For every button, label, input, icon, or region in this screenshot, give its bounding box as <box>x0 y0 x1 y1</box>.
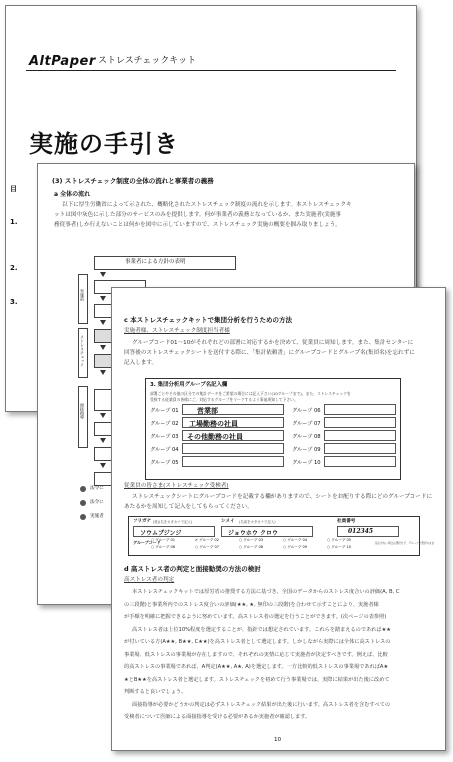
flow-side-bar <box>78 274 88 324</box>
paragraph-line: 以下に厚生労働省によって示された、概略化されたストレスチェック制度の流れを示します。本ストレスチェックキ <box>62 202 352 208</box>
flow-side-label: ストレスチェック <box>80 335 85 367</box>
group-name-form <box>145 378 401 480</box>
paragraph-line: ストレスチェックシートにグループコードを記載する欄がありますので、シートをお配りする際にどのグループコードに <box>132 494 433 500</box>
group-label: グループ 01 <box>150 408 179 414</box>
group-name-field[interactable] <box>324 404 396 415</box>
group-code-option[interactable]: ○ グループ 10 <box>327 545 352 549</box>
logo-subtitle: ストレスチェックキット <box>98 56 197 66</box>
field-label: シメイ <box>221 519 235 524</box>
group-name-value: 工場勤務の社員 <box>189 419 238 428</box>
name-field[interactable] <box>221 526 313 537</box>
group-name-field[interactable] <box>324 417 396 428</box>
group-name-field[interactable] <box>182 456 284 467</box>
group-label: グループ 10 <box>292 460 321 466</box>
kana-field[interactable] <box>133 526 215 537</box>
form-title: 3. 集団分析用グループ名記入欄 <box>150 382 228 388</box>
group-label: グループ 08 <box>292 434 321 440</box>
subsection-heading: 高ストレス者の判定 <box>124 577 175 583</box>
group-label: グループ 03 <box>150 434 179 440</box>
legend-dot <box>80 486 86 492</box>
paragraph-line: 務従事者)しか行えないことは何かを図中に示していますので、ストレスチェック実施の概要を掴み取りましょう。 <box>54 222 341 228</box>
paragraph-line: 本ストレスチェックキットでは厚労省の推奨する方法に基づき、全国のデータからのストレス度合いの評価(A, B, C <box>132 589 400 595</box>
legend-text: 法令に <box>90 500 104 505</box>
kana-value: ソウムブジンジ <box>140 530 182 537</box>
group-name-value: 営業部 <box>197 406 218 415</box>
group-label: グループ 02 <box>150 421 179 427</box>
paragraph-line: ★とB★★を高ストレス者と選定します。ストレスチェックを初めて行う事業場では、実際に結果が出た後に改めて <box>124 676 390 683</box>
group-code-option[interactable]: ○ グループ 06 <box>151 545 176 549</box>
group-code-option[interactable]: ○ グループ 07 <box>195 545 220 549</box>
flow-arrow <box>100 413 106 418</box>
group-code-option[interactable]: ✔ グループ 02 <box>195 538 219 542</box>
legend-text: 法令に <box>90 486 104 491</box>
subsection-heading: a 全体の流れ <box>54 191 91 198</box>
group-code-option[interactable]: ○ グループ 09 <box>283 545 308 549</box>
employee-id-field[interactable] <box>337 526 399 537</box>
flow-arrow <box>100 463 106 468</box>
toc-fragment: 2. <box>10 264 18 272</box>
flow-side-bar <box>78 386 88 448</box>
field-label: グループコード <box>133 540 161 545</box>
flow-arrow <box>100 320 106 325</box>
paragraph-line: グループコード01～10がそれぞれどの部署に対応するかを決めて、従業員に周知します。また、集計センターに <box>132 340 414 346</box>
legend-text: 実施者 <box>90 514 104 519</box>
legend-dot <box>80 500 86 506</box>
flow-arrow <box>100 296 106 301</box>
employee-id-value: 012345 <box>348 528 374 535</box>
group-code-option[interactable]: ○ グループ 05 <box>327 538 352 542</box>
paragraph-line: 面接指導が必要かどうかの判定は必ずストレスチェック結果が出た後に行います。高ストレス者を含むすべての <box>132 701 391 708</box>
flow-arrow <box>100 438 106 443</box>
header-rule <box>26 70 396 71</box>
sample-answer-sheet <box>128 516 435 556</box>
group-name-value: その他勤務の社員 <box>187 432 243 441</box>
group-name-field[interactable] <box>324 430 396 441</box>
subsection-heading: 実施者様、ストレスチェック制度担当者様 <box>124 328 230 334</box>
group-code-option[interactable]: ○ グループ 01 <box>151 538 176 542</box>
section-heading: c 本ストレスチェックキットで集団分析を行うための方法 <box>124 316 292 324</box>
flow-box-label: 事業者による方針の表明 <box>125 259 186 265</box>
group-name-field[interactable] <box>324 443 396 454</box>
group-name-field[interactable] <box>324 456 396 467</box>
paragraph-line: の三段階)と事業所内でのストレス度合いの評価(★★, ★, 無印の三段階)を合わせて示すことにより、実施者様 <box>124 601 379 608</box>
flow-box <box>94 256 236 270</box>
page-number: 10 <box>274 737 282 743</box>
toc-fragment: 3. <box>10 298 18 306</box>
section-heading: (3) ストレスチェック制度の全体の流れと事業者の義務 <box>52 177 214 185</box>
toc-fragment: 1. <box>10 218 18 226</box>
paragraph-line: 記入します。 <box>124 360 158 366</box>
flow-side-bar <box>78 328 88 378</box>
group-name-field[interactable] <box>182 443 284 454</box>
field-note: 指示がない場合は選択せず、グループ未選択のまま <box>375 542 435 545</box>
field-note: (名前をカタカナで記入) <box>239 520 276 524</box>
flow-arrow <box>100 272 106 277</box>
field-note: (姓)(名をカタカナで記入) <box>153 520 193 524</box>
paragraph-line: 高ストレス者は上位10%程度を選定することが、指針では想定されています。これらを踏まえるのであれば★★ <box>132 626 391 633</box>
form-description: 部署ごとやその他の区分での集計データをご希望の場合には記入下さい(10グループまで)。また、ストレスチェックを <box>150 391 351 396</box>
group-name-field[interactable] <box>182 404 284 415</box>
paragraph-line: あたるかを周知して記入をしてもらってください。 <box>124 504 253 510</box>
paragraph-line: が付いている方(A★★, B★★, C★★)を高ストレス者として選定します。しかしながら実際には全体に高ストレスの <box>124 639 391 645</box>
flow-arrow <box>100 370 106 375</box>
flow-arrow <box>100 345 106 350</box>
field-label: フリガナ <box>133 519 152 524</box>
paragraph-line: 的高ストレスの事業場であれば、A判定(A★★, A★, A)を選定します。一方比較的低ストレスの事業場であればA★ <box>124 664 389 670</box>
group-label: グループ 06 <box>292 408 321 414</box>
paragraph-line: 判断すると良いでしょう。 <box>124 689 187 695</box>
group-code-option[interactable]: ○ グループ 08 <box>239 545 264 549</box>
group-name-field[interactable] <box>182 430 284 441</box>
legend-dot <box>80 514 86 520</box>
paragraph-line: 事業場、低ストレスの事業場が存在しますので、それぞれの実情に応じて実施者が決定すべきです。例えば、比較 <box>124 651 388 658</box>
name-value: ジョウホウ クロウ <box>228 530 278 537</box>
flow-side-label: 実施前 <box>80 289 85 301</box>
group-code-option[interactable]: ○ グループ 04 <box>283 538 308 542</box>
field-label: 社員番号 <box>337 519 356 524</box>
document-page-analysis <box>111 287 446 751</box>
page-title: 実施の手引き <box>29 130 179 158</box>
group-code-option[interactable]: ○ グループ 03 <box>239 538 264 542</box>
subsection-heading: 従業員の皆さま(ストレスチェック受検者) <box>124 483 229 489</box>
group-name-field[interactable] <box>182 417 284 428</box>
paragraph-line: 回答後のストレスチェックシートを送付する際に、「集計依頼書」にグループコードとグループ名(集団名)を忘れずに <box>124 350 415 356</box>
group-label: グループ 05 <box>150 460 179 466</box>
logo: AltPaper <box>29 54 96 69</box>
paragraph-line: が手順を明確に把握できるように努めています。高ストレス者の選定を行うことができます。(次ページの表参照) <box>124 614 387 620</box>
toc-fragment: 目 <box>10 185 17 193</box>
section-heading: d 高ストレス者の判定と面接勧奨の方法の検討 <box>124 565 261 573</box>
flow-side-label: 面接指導 <box>80 403 85 419</box>
form-description: 受検する従業員の皆様にご、対応するグループをマークするよう事前周知して下さい。 <box>150 397 298 402</box>
group-label: グループ 07 <box>292 421 321 427</box>
group-label: グループ 04 <box>150 447 179 453</box>
group-label: グループ 09 <box>292 447 321 453</box>
paragraph-line: 受検者について医師による面接指導を受ける必要があるか実施者が確認します。 <box>124 714 311 720</box>
paragraph-line: ットは図中灰色に示した部分のサービスのみを提供します。何が事業者の義務となっているか、また実施者(実施事 <box>54 212 342 218</box>
